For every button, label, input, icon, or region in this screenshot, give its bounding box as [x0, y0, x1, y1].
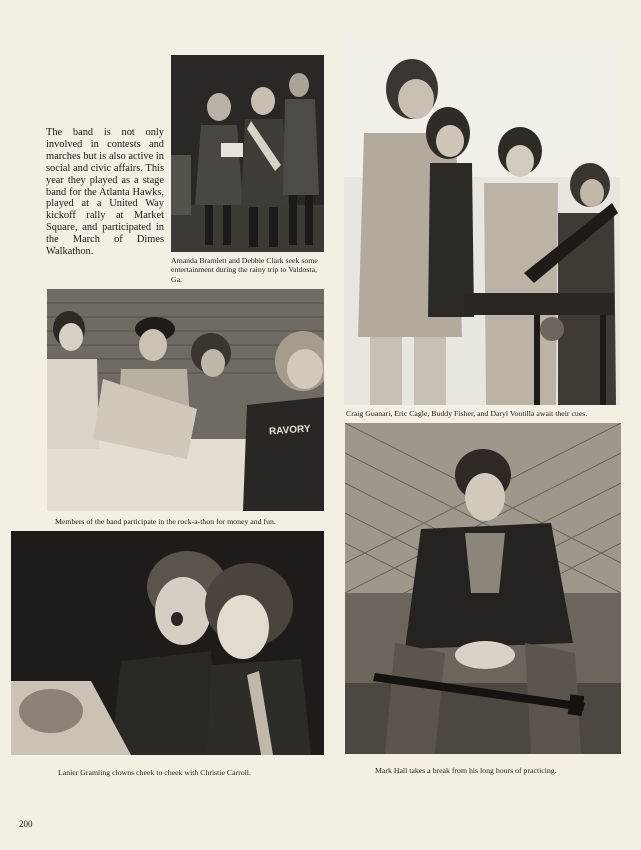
page-number: 200	[19, 819, 33, 829]
photo-valdosta-trip	[171, 55, 324, 252]
photo-cheek-image	[11, 531, 324, 755]
caption-mark-hall: Mark Hall takes a break from his long hours of practicing.	[375, 766, 557, 775]
photo-band-image	[344, 37, 620, 405]
photo-band-members	[344, 37, 620, 405]
photo-mark-hall	[345, 423, 621, 754]
photo-rockathon	[47, 289, 324, 511]
caption-band-members: Craig Guanari, Eric Cagle, Buddy Fisher, and Daryl Voutilla await their cues.	[346, 409, 588, 418]
caption-valdosta: Amanda Bramlett and Debbie Clark seek some entertainment during the rainy trip to Valdosta, Ga.	[171, 256, 318, 284]
intro-paragraph: The band is not only involved in contests and marches but is also active in social and civic affairs. This year they played as a stage band for the Atlanta Hawks, played at a United Way kickoff rally at Market Square, and participated in the March of Dimes Walkathon.	[46, 127, 164, 258]
photo-cheek-to-cheek	[11, 531, 324, 755]
photo-mark-hall-image	[345, 423, 621, 754]
photo-valdosta-image	[171, 55, 324, 252]
caption-cheek-to-cheek: Lanier Gramling clowns cheek to cheek with Christie Carroll.	[58, 768, 251, 777]
shirt-lettering: RAVORY	[268, 423, 312, 438]
caption-rockathon: Members of the band participate in the rock-a-thon for money and fun.	[55, 517, 276, 526]
photo-rockathon-image	[47, 289, 324, 511]
